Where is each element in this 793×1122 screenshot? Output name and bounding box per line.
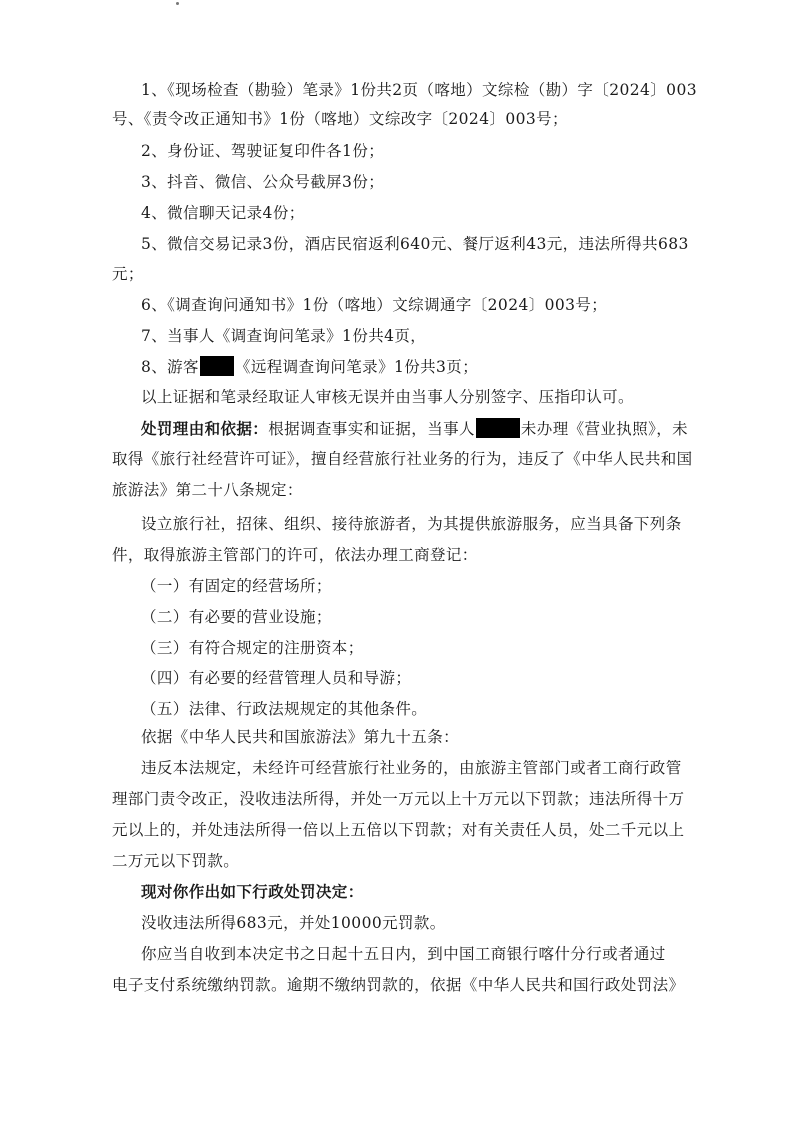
article-28-line-2: 件，取得旅游主管部门的许可，依法办理工商登记：: [112, 546, 478, 564]
decision-text: 没收违法所得683元，并处10000元罚款。: [141, 914, 446, 932]
payment-line-2: 电子支付系统缴纳罚款。逾期不缴纳罚款的，依据《中华人民共和国行政处罚法》: [112, 976, 685, 994]
evidence-item-5-cont: 元；: [112, 265, 144, 283]
condition-5: （五）法律、行政法规规定的其他条件。: [141, 700, 428, 718]
evidence-item-2: 2、身份证、驾驶证复印件各1份；: [141, 142, 385, 160]
reason-text-b: 未办理《营业执照》，未: [520, 420, 689, 438]
reason-heading: 处罚理由和依据：: [141, 419, 269, 438]
evidence-item-6: 6、《调查询问通知书》1份（喀地）文综调通字〔2024〕003号；: [141, 296, 608, 314]
reason-line-2: 取得《旅行社经营许可证》，擅自经营旅行社业务的行为，违反了《中华人民共和国: [112, 450, 693, 468]
condition-3: （三）有符合规定的注册资本；: [141, 639, 364, 657]
scan-dot: [176, 2, 179, 5]
article-95-line-3: 元以上的，并处违法所得一倍以上五倍以下罚款；对有关责任人员，处二千元以上: [112, 821, 685, 839]
condition-1: （一）有固定的经营场所；: [141, 577, 332, 595]
reason-text-a: 根据调查事实和证据，当事人: [268, 420, 475, 438]
evidence-item-4: 4、微信聊天记录4份；: [141, 204, 305, 222]
evidence-item-5: 5、微信交易记录3份，酒店民宿返利640元、餐厅返利43元，违法所得共683: [141, 235, 689, 253]
article-28-line-1: 设立旅行社，招徕、组织、接待旅游者，为其提供旅游服务，应当具备下列条: [141, 515, 682, 533]
evidence-confirmation: 以上证据和笔录经取证人审核无误并由当事人分别签字、压指印认可。: [141, 388, 634, 406]
evidence-item-8-prefix: 8、游客: [141, 358, 199, 376]
redaction-bar: [200, 356, 234, 376]
evidence-item-1: 1、《现场检查（勘验）笔录》1份共2页（喀地）文综检（勘）字〔2024〕003: [141, 81, 697, 99]
condition-4: （四）有必要的经营管理人员和导游；: [141, 669, 412, 687]
article-95-line-2: 理部门责令改正，没收违法所得，并处一万元以上十万元以下罚款；违法所得十万: [112, 790, 685, 808]
condition-2: （二）有必要的营业设施；: [141, 608, 332, 626]
evidence-item-1-cont: 号、《责令改正通知书》1份（喀地）文综改字〔2024〕003号；: [112, 110, 568, 128]
payment-line-1: 你应当自收到本决定书之日起十五日内，到中国工商银行喀什分行或者通过: [141, 945, 666, 963]
evidence-item-8: [141, 356, 478, 377]
article-95-line-4: 二万元以下罚款。: [112, 852, 240, 870]
evidence-item-3: 3、抖音、微信、公众号截屏3份；: [141, 173, 385, 191]
article-95-line-1: 违反本法规定，未经许可经营旅行社业务的，由旅游主管部门或者工商行政管: [141, 759, 682, 777]
reason-line-3: 旅游法》第二十八条规定：: [112, 481, 303, 499]
basis-line: 依据《中华人民共和国旅游法》第九十五条：: [141, 728, 460, 746]
evidence-item-8-suffix: 《远程调查询问笔录》1份共3页；: [234, 358, 479, 376]
redaction-bar: [476, 418, 520, 438]
decision-heading: 现对你作出如下行政处罚决定：: [141, 882, 364, 901]
evidence-item-7: 7、当事人《调查询问笔录》1份共4页，: [141, 327, 427, 345]
reason-paragraph: [141, 418, 688, 439]
